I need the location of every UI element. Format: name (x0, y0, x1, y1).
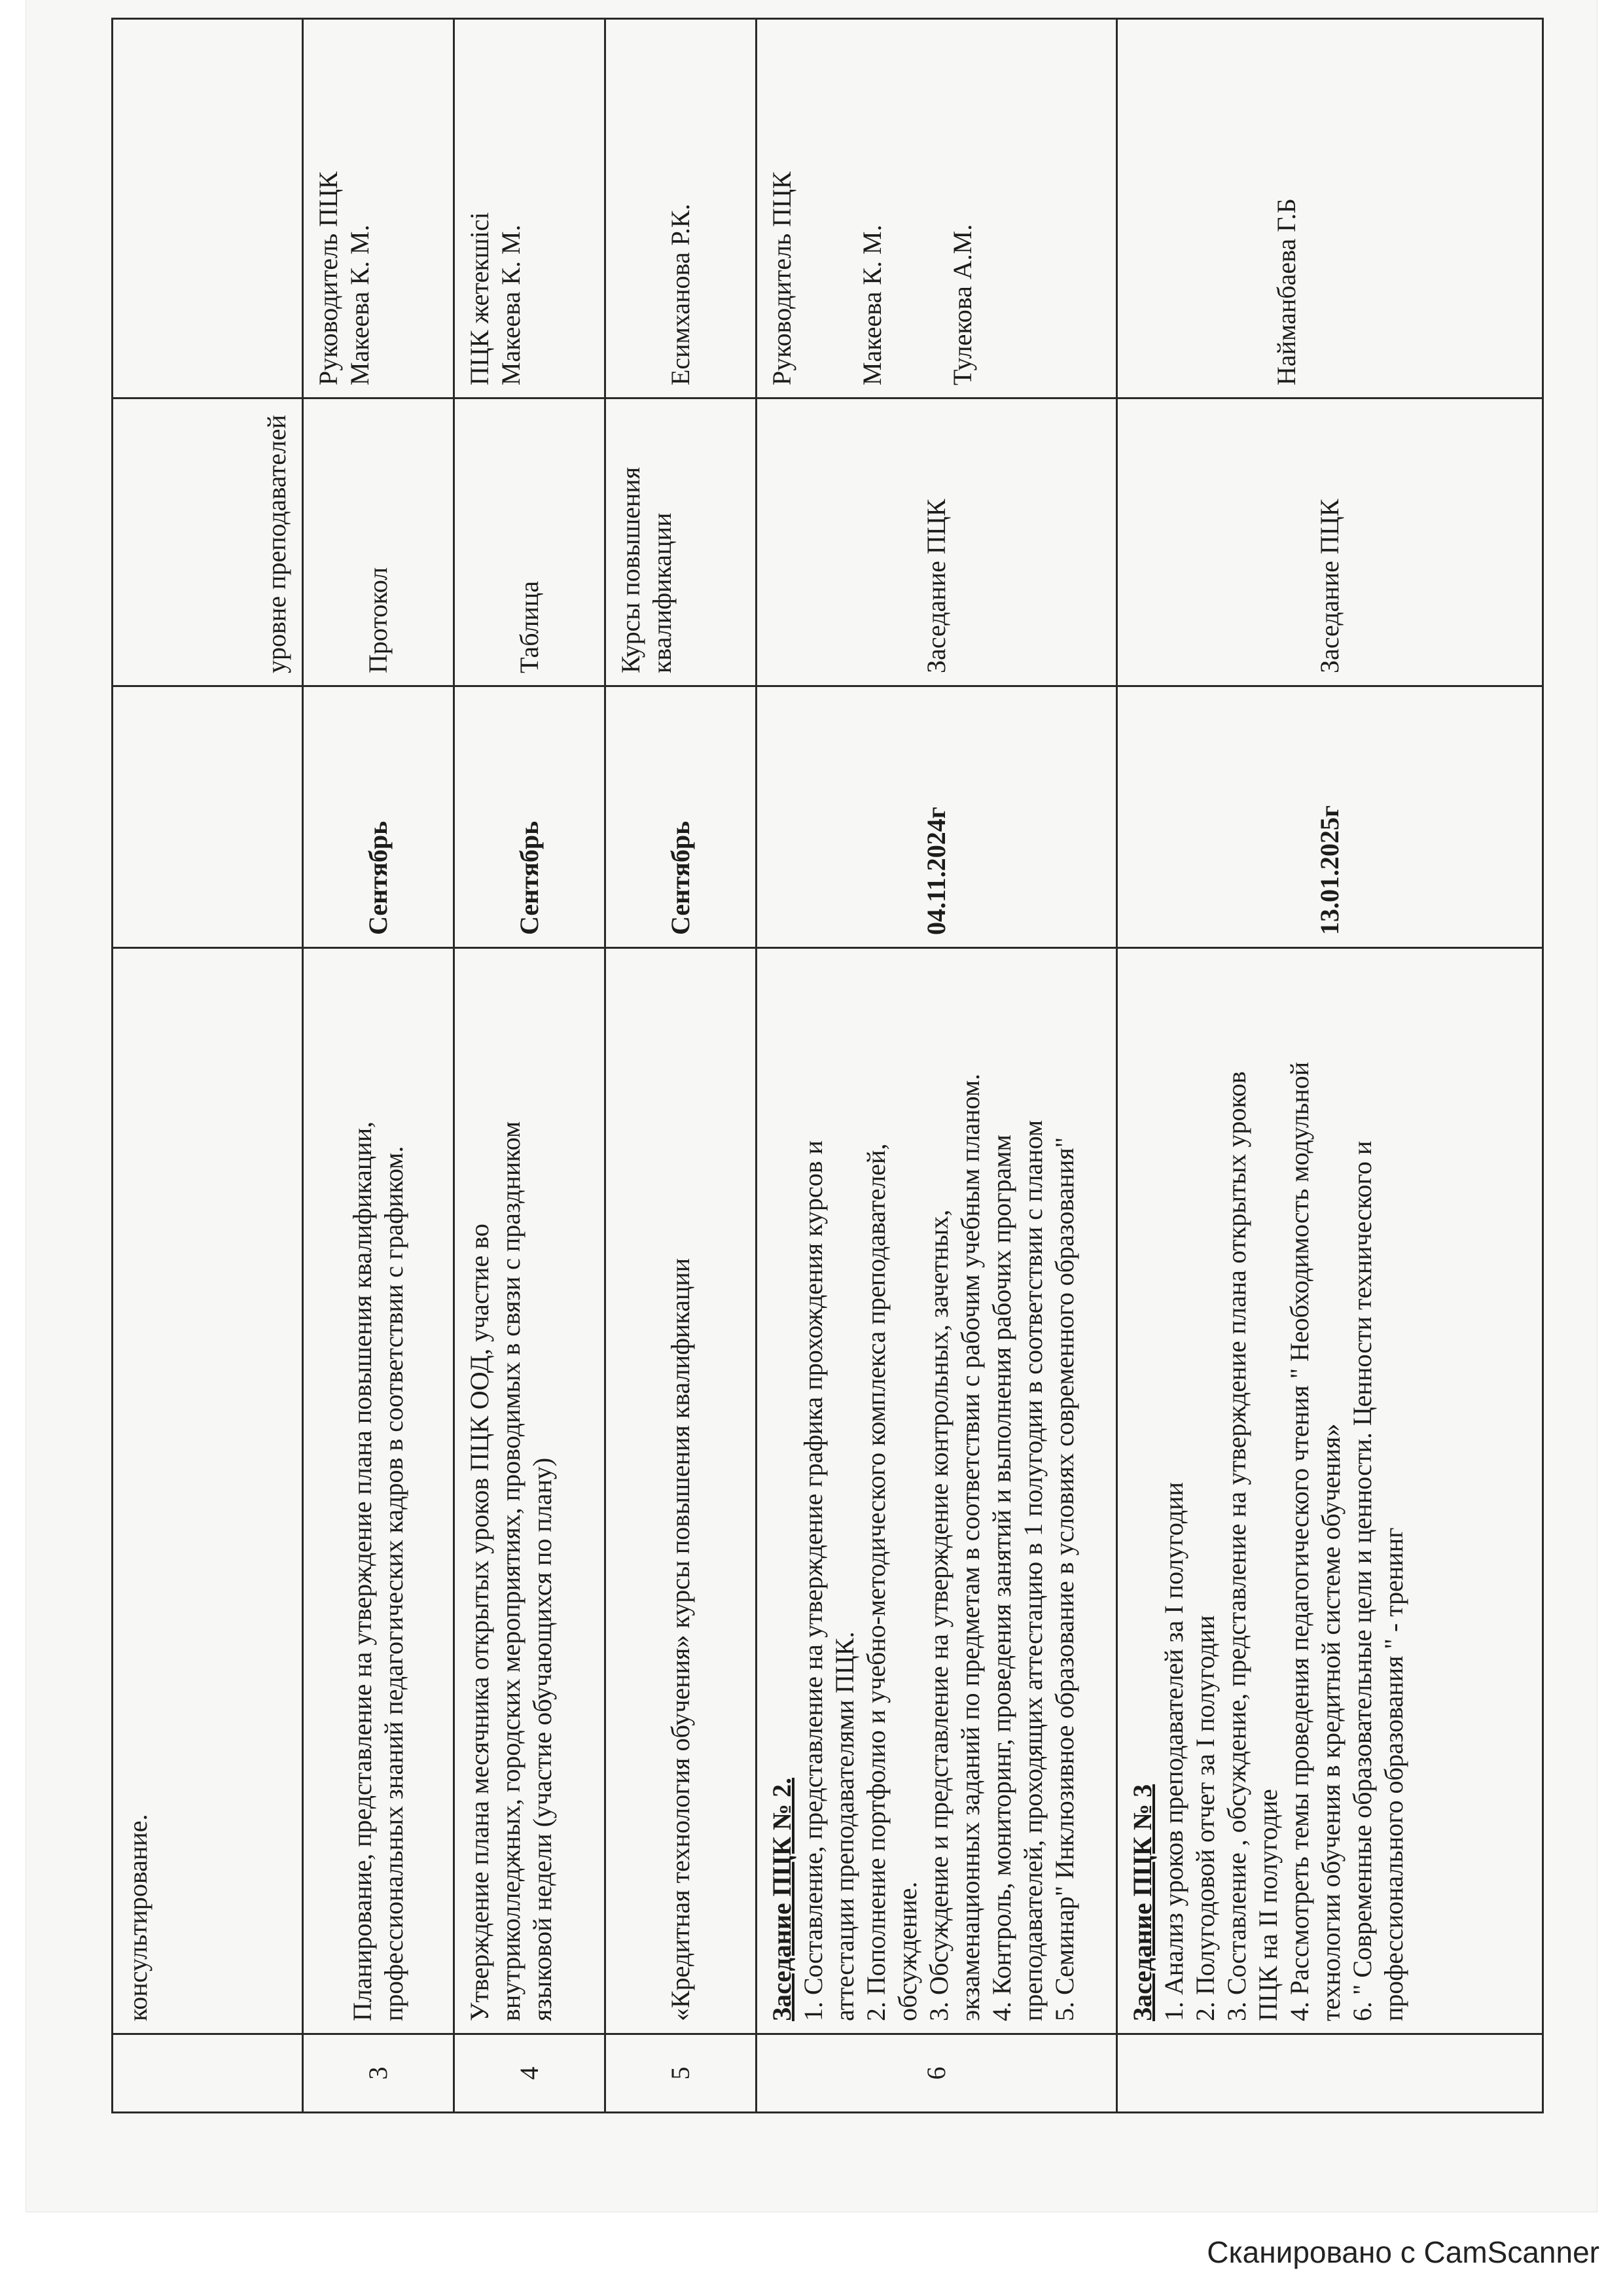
description-line: 4. Контроль, мониторинг, проведения занятий и выполнения рабочих программ (987, 1135, 1016, 2021)
description-line: профессионального образования " - тренинг (1379, 1527, 1408, 2021)
form-cell: Курсы повышения квалификации (605, 398, 757, 686)
description-line: 2. Полугодовой отчет за I полугодии (1190, 1615, 1220, 2021)
description-line: 2. Пополнение портфолио и учебно-методического комплекса преподавателей, (861, 1143, 891, 2021)
row-number-cell: 5 (605, 2034, 757, 2113)
form-cell: Протокол (303, 398, 454, 686)
date-cell: Сентябрь (454, 686, 605, 948)
description-line: 3. Составление , обсуждение, представление на утверждение плана открытых уроков (1222, 1071, 1251, 2021)
row-number-cell: 4 (454, 2034, 605, 2113)
responsible-line: Макеева К. М. (345, 224, 374, 385)
date-cell (113, 686, 303, 948)
date-cell: 13.01.2025г (1117, 686, 1543, 948)
responsible-line: Руководитель ПЦК (767, 171, 796, 385)
description-line: преподавателей, проходящих аттестацию в 1 полугодии в соответствии с планом (1018, 1120, 1048, 2021)
document-page (26, 0, 1597, 2212)
responsible-cell (605, 19, 757, 398)
description-line: аттестации преподавателями ПЦК. (830, 1631, 859, 2021)
date-cell: Сентябрь (605, 686, 757, 948)
row-number-cell (113, 2034, 303, 2113)
date-cell: 04.11.2024г (757, 686, 1117, 948)
responsible-line: Найманбаева Г.Б (1272, 198, 1301, 385)
description-line: 4. Рассмотреть темы проведения педагогического чтения " Необходимость модульной (1285, 1061, 1314, 2021)
responsible-cell (757, 19, 1117, 398)
responsible-line: ПЦК жетекшісі (465, 212, 494, 385)
form-cell: уровне преподавателей (113, 398, 303, 686)
camscanner-watermark: Сканировано с CamScanner (1207, 2235, 1599, 2269)
rotated-table-container (111, 20, 1420, 2113)
responsible-cell (113, 19, 303, 398)
description-line: экзаменационных заданий по предметам в соответствии с рабочим учебным планом. (955, 1073, 985, 2021)
responsible-line: Макеева К. М. (496, 224, 526, 385)
description-cell (113, 948, 303, 2034)
description-line: обсуждение. (893, 1881, 922, 2021)
work-plan-table (111, 18, 1544, 2113)
description-line: ПЦК на II полугодие (1253, 1789, 1283, 2021)
date-cell: Сентябрь (303, 686, 454, 948)
description-line: Утверждение плана месячника открытых уроков ПЦК ООД, участие во (465, 1224, 494, 2021)
description-line: 1. Анализ уроков преподавателей за I полугодии (1159, 1482, 1188, 2021)
description-line: профессиональных знаний педагогических кадров в соответствии с графиком. (379, 1146, 408, 2021)
responsible-cell (1117, 19, 1543, 398)
responsible-cell (454, 19, 605, 398)
description-cell (454, 948, 605, 2034)
responsible-cell (303, 19, 454, 398)
description-line: 6. " Современные образовательные цели и ценности. Ценности технического и (1347, 1140, 1377, 2021)
description-line: 1. Составление, представление на утверждение графика прохождения курсов и (798, 1140, 828, 2021)
description-cell (605, 948, 757, 2034)
description-line: 3. Обсуждение и представление на утверждение контрольных, зачетных, (924, 1209, 954, 2021)
description-line: 5. Семинар" Инклюзивное образование в условиях современного образования" (1050, 1137, 1079, 2021)
row-number-cell (1117, 2034, 1543, 2113)
responsible-line: Есимханова Р.К. (666, 203, 695, 385)
row-number-cell: 6 (757, 2034, 1117, 2113)
meeting-heading: Заседание ПЦК № 2. (767, 1777, 796, 2021)
description-line: технологии обучения в кредитной системе обучения» (1316, 1423, 1346, 2021)
description-line: «Кредитная технология обучения» курсы повышения квалификации (666, 1258, 695, 2021)
description-cell (757, 948, 1117, 2034)
form-cell: Таблица (454, 398, 605, 686)
row-number-cell: 3 (303, 2034, 454, 2113)
description-line: внутриколледжных, городских мероприятиях, проводимых в связи с праздником (496, 1121, 526, 2021)
table-row (113, 19, 303, 2113)
table-row (1117, 19, 1543, 2113)
description-cell (1117, 948, 1543, 2034)
description-line: языковой недели (участие обучающихся по плану) (527, 1457, 557, 2021)
meeting-heading: Заседание ПЦК № 3 (1128, 1784, 1157, 2021)
description-line: консультирование. (123, 1814, 152, 2021)
responsible-line: Руководитель ПЦК (313, 171, 343, 385)
responsible-line: Макеева К. М. (857, 224, 887, 385)
table-row (454, 19, 605, 2113)
table-row (605, 19, 757, 2113)
table-row (757, 19, 1117, 2113)
form-cell: Заседание ПЦК (1117, 398, 1543, 686)
table-row (303, 19, 454, 2113)
responsible-line: Тулекова А.М. (948, 224, 977, 385)
description-line: Планирование, представление на утверждение плана повышения квалификации, (348, 1121, 377, 2021)
form-cell: Заседание ПЦК (757, 398, 1117, 686)
description-cell (303, 948, 454, 2034)
